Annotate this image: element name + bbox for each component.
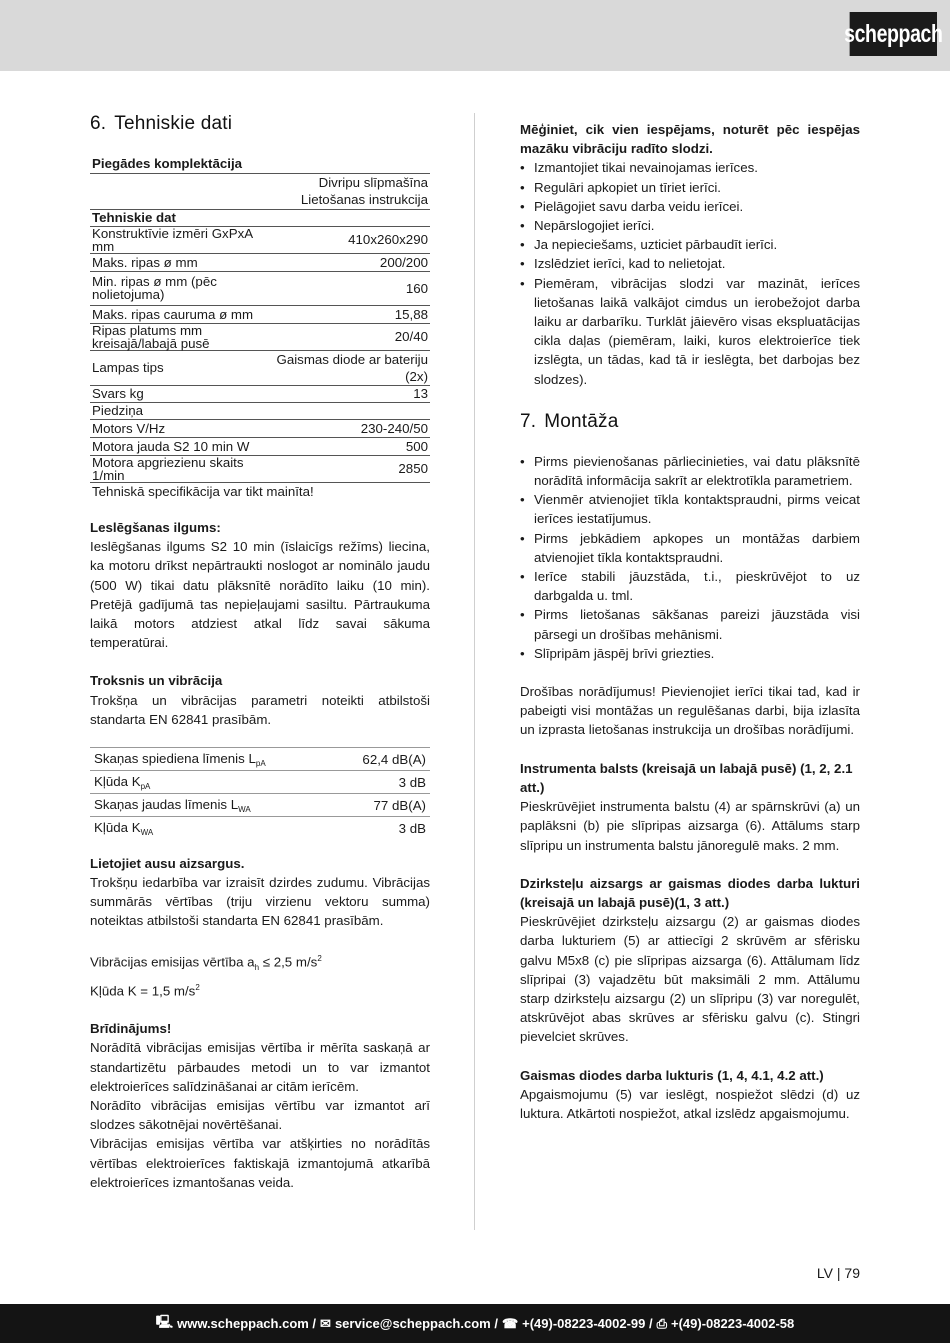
tech-value: 500: [265, 437, 430, 455]
warning-p3: Vibrācijas emisijas vērtība var atšķirties no norādītās vērtības elektroierīces faktiskajā izmantojumā atkarībā elektroierīces izmantošanas veida.: [90, 1136, 430, 1190]
tech-label: Svars kg: [90, 385, 265, 402]
tech-value: Gaismas diode ar bateriju (2x): [265, 350, 430, 385]
header-band: [0, 0, 950, 71]
section-title-text: Montāža: [544, 410, 619, 432]
tech-label: Motors V/Hz: [90, 419, 265, 437]
ear-heading: Lietojiet ausu aizsargus.: [90, 855, 245, 871]
noise-table: [90, 747, 430, 840]
vibration-emission-line: Vibrācijas emisijas vērtība $a_h \le 2,5$ $m/s^2$: [90, 954, 322, 973]
brand-logo: [844, 12, 943, 56]
brand-logo-text: scheppach: [844, 19, 943, 48]
tech-value: 230-240/50: [265, 419, 430, 437]
warning-p1: Norādītā vibrācijas emisijas vērtība ir mērīta saskaņā ar standartizētu pārbaudes metodi un to var izmantot elektroierīces salīdzināšanai ar citām ierīcēm.: [90, 1040, 430, 1094]
bullet-item: • Pirms jebkādiem apkopes un montāžas darbiem atvienojiet tīkla kontaktspraudni.: [520, 529, 860, 567]
noise-label: Kļūda $K_{WA}$: [94, 819, 154, 837]
noise-value: 77 dB(A): [333, 794, 430, 817]
warning-p2: Norādīto vibrācijas emisijas vērtību var izmantot arī slodzes sākotnējai novērtēšanai.: [90, 1098, 430, 1133]
bullet-item: • Pielāgojiet savu darba veidu ierīcei.: [520, 197, 860, 216]
noise-block: [90, 671, 430, 729]
tech-label: Piedziņa: [90, 402, 265, 419]
column-divider: [474, 113, 475, 1230]
tech-value: 13: [265, 385, 430, 402]
tech-label: Maks. ripas ø mm: [90, 253, 265, 271]
tech-value: 410x260x290: [265, 226, 430, 253]
footer-web[interactable]: www.scheppach.com /: [177, 1316, 317, 1331]
bullet-item: • Regulāri apkopiet un tīriet ierīci.: [520, 178, 860, 197]
bullet-item: • Izmantojiet tikai nevainojamas ierīces.: [520, 158, 860, 177]
fax-icon: ⎙: [656, 1315, 667, 1331]
work-lamp-text: Apgaismojumu (5) var ieslēgt, nospiežot slēdzi (d) uz luktura. Atkārtoti nospiežot, atkal izslēdz apgaismojumu.: [520, 1086, 860, 1121]
vibration-error-line: Kļūda K = 1,5 $m/s^2$: [90, 982, 200, 999]
tech-value: 20/40: [265, 323, 430, 350]
tech-label: Motora apgriezienu skaits 1/min: [90, 455, 265, 482]
noise-value: 62,4 dB(A): [333, 748, 430, 771]
vibration-intro: Mēģiniet, cik vien iespējams, noturēt pēc iespējas mazāku vibrāciju radīto slodzi.: [520, 122, 860, 157]
bullet-item: • Piemēram, vibrācijas slodzi var mazināt, ierīces lietošanas laikā valkājot cimdus un ierobežojot darba laiku ar darbarīku. Turklāt jāievēro visas ekspluatācijas cikla daļas (piemēram, laiki, kuros elektroierīce tiek izslēgta, un tādas, kad tā ir ieslēgta, bet darbojas bez slodzes).: [520, 274, 860, 389]
tech-label: Lampas tips: [90, 350, 265, 385]
ear-protection-block: [90, 854, 430, 931]
tech-value: 160: [265, 271, 430, 305]
tech-label: Min. ripas ø mm (pēc nolietojuma): [90, 271, 265, 305]
noise-heading: Troksnis un vibrācija: [90, 673, 223, 689]
spark-guard-heading: Dzirksteļu aizsargs ar gaismas diodes darba lukturi (kreisajā un labajā pusē)(1, 3 att.): [520, 875, 860, 910]
vibration-values: [90, 949, 430, 1000]
section-6-title: [90, 113, 430, 135]
section-number: 6.: [90, 113, 107, 134]
duty-text: Ieslēgšanas ilgums S2 10 min (īslaicīgs režīms) liecina, ka motoru drīkst nepārtraukti noslogot ar nominālo jaudu (500 W) tikai datu plāksnītē norādīto laiku (10 min). Pretējā gadījumā tas nepieļaujami sasiltu. Pārtraukuma laikā motors atdziest atkal līdz savai sākuma temperatūrai.: [90, 539, 430, 651]
bullet-item: • Nepārslogojiet ierīci.: [520, 216, 860, 235]
mail-icon: ✉: [320, 1315, 331, 1331]
tool-rest-text: Pieskrūvējiet instrumenta balstu (4) ar spārnskrūvi (a) un paplāksni (b) pie slīpripas aizsarga (6). Attālums starp slīpripu un instrumenta balstu jānoregulē maks. 2 mm.: [520, 799, 860, 853]
tech-data-table: [90, 155, 430, 500]
tech-label: Maks. ripas cauruma ø mm: [90, 305, 265, 323]
tech-value: 2850: [265, 455, 430, 482]
work-lamp-heading: Gaismas diodes darba lukturis (1, 4, 4.1, 4.2 att.): [520, 1067, 824, 1083]
page-number: LV | 79: [816, 1265, 860, 1281]
left-column: [90, 113, 430, 1192]
footer-mail[interactable]: service@scheppach.com /: [334, 1316, 498, 1331]
spark-guard-block: [520, 874, 860, 1047]
noise-value: 3 dB: [333, 771, 430, 794]
warning-heading: Brīdinājums!: [90, 1021, 172, 1037]
bullet-item: • Slīpripām jāspēj brīvi griezties.: [520, 644, 860, 663]
footer-phone: +(49)-08223-4002-99 /: [522, 1316, 653, 1331]
noise-label: Skaņas spiediena līmenis $L_{pA}$: [90, 748, 333, 771]
computer-icon: 🖳: [155, 1313, 174, 1329]
bullet-item: • Ja nepieciešams, uzticiet pārbaudīt ierīci.: [520, 235, 860, 254]
warning-block: [90, 1019, 430, 1192]
ear-text: Trokšņu iedarbība var izraisīt dzirdes zudumu. Vibrācijas summārās vērtības (triju virzienu vektoru summa) noteiktas atbilstoši standarta EN 62841 prasībām.: [90, 874, 430, 929]
assembly-bullets: [520, 452, 860, 663]
noise-text: Trokšņa un vibrācijas parametri noteikti atbilstoši standarta EN 62841 prasībām.: [90, 692, 430, 727]
duty-cycle-block: [90, 518, 430, 652]
tech-value: 200/200: [265, 253, 430, 271]
right-column: [520, 120, 860, 1123]
scope-item: Lietošanas instrukcija: [265, 191, 430, 209]
bullet-item: • Pirms lietošanas sākšanas pareizi jāuzstāda visi pārsegi un drošības mehānismi.: [520, 605, 860, 643]
footer-fax: +(49)-08223-4002-58: [671, 1316, 795, 1331]
safety-note: Drošības norādījumus! Pievienojiet ierīci tikai tad, kad ir pabeigti visi montāžas un regulēšanas darbi, bija izlasīta un izprasta lietošanas instrukcija un drošības norādījumi.: [520, 684, 860, 738]
noise-label: Kļūda $K_{pA}$: [90, 771, 333, 794]
tech-note: Tehniskā specifikācija var tikt mainīta!: [92, 483, 314, 499]
scope-heading: Piegādes komplektācija: [90, 155, 430, 173]
tech-label: Ripas platums mm kreisajā/labajā pusē: [90, 323, 265, 350]
tool-rest-heading: Instrumenta balsts (kreisajā un labajā pusē) (1, 2, 2.1 att.): [520, 760, 853, 795]
bullet-item: • Pirms pievienošanas pārliecinieties, vai datu plāksnītē norādītā informācija sakrīt ar elektrotīkla parametriem.: [520, 452, 860, 490]
bullet-item: • Ierīce stabili jāuzstāda, t.i., pieskrūvējot to uz darbgalda u. tml.: [520, 567, 860, 605]
tech-value: 15,88: [265, 305, 430, 323]
tool-rest-block: [520, 759, 860, 855]
noise-label: Skaņas jaudas līmenis $L_{WA}$: [90, 794, 333, 817]
bullet-item: • Vienmēr atvienojiet tīkla kontaktspraudni, pirms veicat ierīces iestatījumus.: [520, 490, 860, 528]
vibration-bullets: [520, 158, 860, 388]
tech-label: Konstruktīvie izmēri GxPxA mm: [90, 226, 265, 253]
section-number: 7.: [520, 410, 537, 432]
footer-bar: [0, 1304, 950, 1343]
section-title-text: Tehniskie dati: [114, 113, 233, 134]
tech-label: Motora jauda S2 10 min W: [90, 437, 265, 455]
tech-heading: Tehniskie dat: [90, 209, 430, 226]
section-7-title: [520, 411, 860, 433]
spark-guard-text: Pieskrūvējiet dzirksteļu aizsargu (2) ar gaismas diodes darba lukturiem (5) ar attiecīgi 2 skrūvēm ar sfērisku galvu M5x8 (c) pie slīpripas aizsarga (6). Attālumam līdz slīpripai (3) vajadzētu būt maksimāli 2 mm. Attālumu starp dzirksteļu aizsargu (2) un slīpripu (3) var noregulēt, atskrūvējot abas skrūves ar sfērisku galvu (c). Stingri pievelciet skrūves.: [520, 914, 860, 1045]
tech-value: [265, 402, 430, 419]
noise-value: 3 dB: [398, 820, 426, 836]
phone-icon: ☎: [501, 1315, 519, 1331]
work-lamp-block: [520, 1066, 860, 1124]
bullet-item: • Izslēdziet ierīci, kad to nelietojat.: [520, 254, 860, 273]
scope-item: Divripu slīpmašīna: [318, 174, 428, 190]
duty-heading: Leslēgšanas ilgums:: [90, 520, 221, 535]
